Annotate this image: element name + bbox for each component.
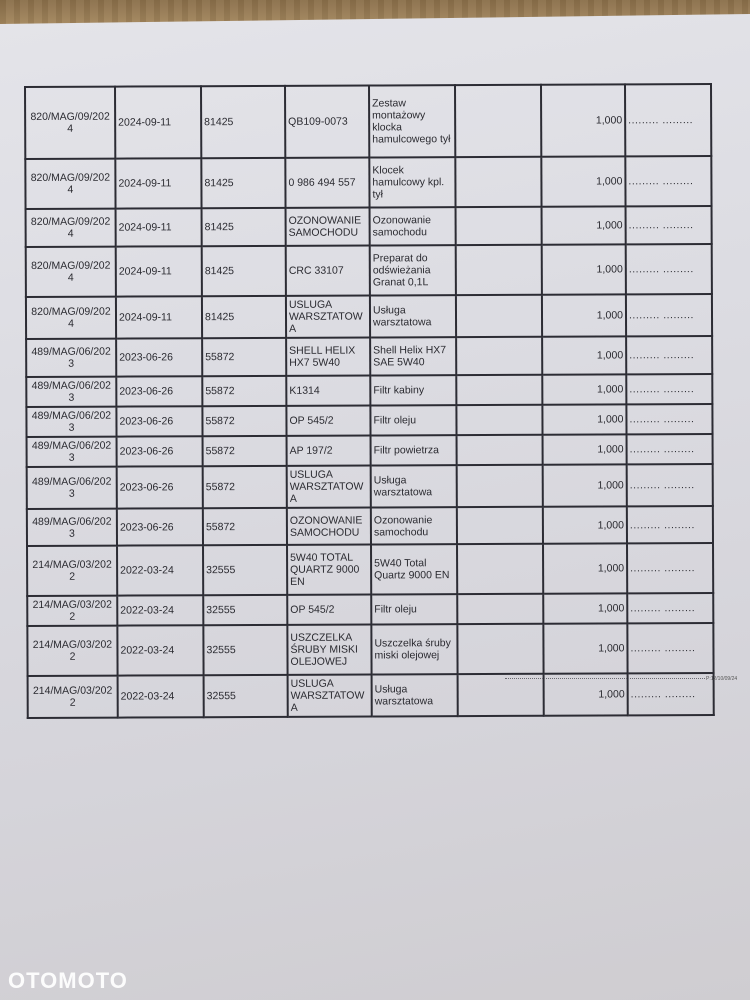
document-number-cell: 820/MAG/09/2024	[26, 297, 116, 339]
dotted-fill-cell: ......... .........	[625, 156, 711, 206]
empty-cell	[456, 245, 542, 295]
document-number-cell: 820/MAG/09/2024	[25, 159, 115, 209]
document-number-cell: 214/MAG/03/2022	[27, 546, 117, 596]
document-number-cell: 489/MAG/06/2023	[26, 339, 116, 377]
date-cell: 2022-03-24	[118, 675, 204, 717]
quantity-cell: 1,000	[542, 404, 626, 434]
date-cell: 2023-06-26	[116, 338, 202, 376]
date-cell: 2023-06-26	[117, 466, 203, 508]
quantity-cell: 1,000	[543, 464, 627, 506]
table-row	[26, 294, 712, 339]
client-number-cell: 32555	[203, 545, 287, 595]
date-cell: 2024-09-11	[116, 296, 202, 338]
description-cell: Usługa warsztatowa	[370, 295, 456, 337]
quantity-cell: 1,000	[542, 336, 626, 374]
dotted-fill-cell: ......... .........	[626, 244, 712, 294]
client-number-cell: 81425	[202, 208, 286, 246]
client-number-cell: 55872	[203, 436, 287, 466]
description-cell: Filtr oleju	[371, 594, 457, 624]
description-cell: Shell Helix HX7 SAE 5W40	[370, 337, 456, 375]
description-cell: Preparat do odświeżania Granat 0,1L	[370, 245, 456, 295]
description-cell: Filtr oleju	[370, 405, 456, 435]
empty-cell	[457, 507, 543, 544]
empty-cell	[457, 465, 543, 507]
part-code-cell: OP 545/2	[287, 594, 371, 624]
description-cell: Uszczelka śruby miski olejowej	[371, 624, 457, 674]
part-code-cell: 0 986 494 557	[285, 157, 369, 207]
empty-cell	[458, 674, 544, 716]
description-cell: Ozonowanie samochodu	[370, 207, 456, 245]
quantity-cell: 1,000	[543, 434, 627, 464]
otomoto-logo: OTOMOTO	[8, 968, 128, 993]
client-number-cell: 81425	[201, 158, 285, 208]
empty-cell	[456, 207, 542, 245]
quantity-cell: 1,000	[544, 673, 628, 715]
table-row	[28, 673, 714, 718]
dotted-fill-cell: ......... .........	[627, 623, 713, 673]
quantity-cell: 1,000	[543, 506, 627, 543]
table-row	[27, 464, 713, 509]
document-number-cell: 820/MAG/09/2024	[25, 87, 115, 159]
part-code-cell: 5W40 TOTAL QUARTZ 9000 EN	[287, 544, 371, 594]
dotted-fill-cell: ......... .........	[626, 294, 712, 336]
dotted-fill-cell: ......... .........	[626, 404, 712, 434]
document-number-cell: 489/MAG/06/2023	[26, 377, 116, 407]
date-cell: 2023-06-26	[116, 376, 202, 406]
client-number-cell: 55872	[202, 406, 286, 436]
dotted-fill-cell: ......... .........	[627, 593, 713, 623]
empty-cell	[457, 544, 543, 594]
parts-table	[24, 83, 715, 719]
empty-cell	[457, 594, 543, 624]
part-code-cell: K1314	[286, 375, 370, 405]
document-number-cell: 214/MAG/03/2022	[28, 676, 118, 718]
part-code-cell: QB109-0073	[285, 85, 369, 157]
quantity-cell: 1,000	[543, 543, 627, 593]
part-code-cell: OP 545/2	[286, 405, 370, 435]
dotted-fill-cell: ......... .........	[627, 434, 713, 464]
table-row	[27, 506, 713, 546]
part-code-cell: AP 197/2	[287, 435, 371, 465]
description-cell: Filtr kabiny	[370, 375, 456, 405]
date-cell: 2023-06-26	[117, 508, 203, 545]
table-row	[27, 623, 713, 676]
part-code-cell: USZCZELKA ŚRUBY MISKI OLEJOWEJ	[287, 624, 371, 674]
document-number-cell: 489/MAG/06/2023	[27, 509, 117, 546]
document-number-cell: 489/MAG/06/2023	[27, 437, 117, 467]
date-cell: 2022-03-24	[117, 545, 203, 595]
table-row	[26, 336, 712, 377]
empty-cell	[456, 337, 542, 375]
client-number-cell: 81425	[202, 246, 286, 296]
date-cell: 2024-09-11	[116, 246, 202, 296]
part-code-cell: SHELL HELIX HX7 5W40	[286, 337, 370, 375]
part-code-cell: USLUGA WARSZTATOWA	[287, 465, 371, 507]
quantity-cell: 1,000	[542, 294, 626, 336]
empty-cell	[455, 85, 541, 157]
description-cell: 5W40 Total Quartz 9000 EN	[371, 544, 457, 594]
date-cell: 2024-09-11	[116, 208, 202, 246]
date-cell: 2023-06-26	[117, 436, 203, 466]
table-row	[25, 156, 711, 209]
part-code-cell: OZONOWANIE SAMOCHODU	[286, 207, 370, 245]
empty-cell	[456, 375, 542, 405]
empty-cell	[456, 405, 542, 435]
signature-dotted-line	[505, 678, 705, 679]
table-row	[25, 84, 711, 159]
quantity-cell: 1,000	[543, 623, 627, 673]
part-code-cell: CRC 33107	[286, 245, 370, 295]
dotted-fill-cell: ......... .........	[626, 374, 712, 404]
client-number-cell: 81425	[201, 86, 285, 158]
client-number-cell: 55872	[202, 376, 286, 406]
dotted-fill-cell: ......... .........	[627, 464, 713, 506]
document-number-cell: 214/MAG/03/2022	[27, 626, 117, 676]
client-number-cell: 81425	[202, 296, 286, 338]
description-cell: Filtr powietrza	[371, 435, 457, 465]
document-number-cell: 489/MAG/06/2023	[26, 407, 116, 437]
date-cell: 2024-09-11	[115, 86, 201, 158]
document-number-cell: 820/MAG/09/2024	[26, 209, 116, 247]
quantity-cell: 1,000	[542, 244, 626, 294]
dotted-fill-cell: ......... .........	[625, 84, 711, 156]
description-cell: Zestaw montażowy klocka hamulcowego tył	[369, 85, 455, 157]
description-cell: Klocek hamulcowy kpl. tył	[369, 157, 455, 207]
dotted-fill-cell: ......... .........	[626, 206, 712, 244]
table-row	[26, 244, 712, 297]
table-row	[26, 404, 712, 437]
description-cell: Ozonowanie samochodu	[371, 507, 457, 544]
part-code-cell: USLUGA WARSZTATOWA	[286, 295, 370, 337]
date-cell: 2023-06-26	[116, 406, 202, 436]
date-cell: 2022-03-24	[117, 625, 203, 675]
client-number-cell: 55872	[203, 508, 287, 545]
empty-cell	[456, 295, 542, 337]
table-row	[27, 543, 713, 596]
client-number-cell: 32555	[203, 595, 287, 625]
description-cell: Usługa warsztatowa	[372, 674, 458, 716]
quantity-cell: 1,000	[543, 593, 627, 623]
empty-cell	[455, 157, 541, 207]
client-number-cell: 32555	[204, 675, 288, 717]
client-number-cell: 55872	[202, 338, 286, 376]
table-row	[27, 434, 713, 467]
table-row	[26, 374, 712, 407]
document-number-cell: 214/MAG/03/2022	[27, 596, 117, 626]
quantity-cell: 1,000	[542, 374, 626, 404]
footer-code: P:12/10/09/24	[706, 676, 738, 682]
empty-cell	[457, 624, 543, 674]
description-cell: Usługa warsztatowa	[371, 465, 457, 507]
quantity-cell: 1,000	[541, 84, 625, 156]
date-cell: 2022-03-24	[117, 595, 203, 625]
document-number-cell: 820/MAG/09/2024	[26, 247, 116, 297]
dotted-fill-cell: ......... .........	[627, 543, 713, 593]
part-code-cell: USLUGA WARSZTATOWA	[288, 674, 372, 716]
dotted-fill-cell: ......... .........	[627, 506, 713, 543]
date-cell: 2024-09-11	[115, 158, 201, 208]
client-number-cell: 32555	[203, 625, 287, 675]
dotted-fill-cell: ......... .........	[626, 336, 712, 374]
part-code-cell: OZONOWANIE SAMOCHODU	[287, 507, 371, 544]
table-row	[26, 206, 712, 247]
quantity-cell: 1,000	[542, 206, 626, 244]
document-number-cell: 489/MAG/06/2023	[27, 467, 117, 509]
quantity-cell: 1,000	[541, 156, 625, 206]
dotted-fill-cell: ......... .........	[628, 673, 714, 715]
table-row	[27, 593, 713, 626]
empty-cell	[457, 435, 543, 465]
client-number-cell: 55872	[203, 466, 287, 508]
